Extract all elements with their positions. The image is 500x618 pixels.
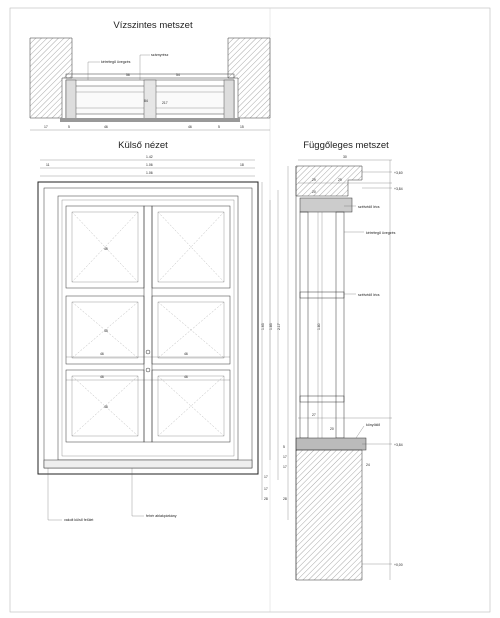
exterior-view-title: Külső nézet [118, 140, 168, 151]
e-callout-wall: vakolt külső felület [64, 518, 94, 522]
v-dim-inner-h: 1.80 [317, 323, 321, 330]
h-callout-glazing: kétrétegű üvegzés [101, 60, 131, 64]
vertical-section-title: Függőleges metszet [303, 140, 389, 151]
e-dim-side-l: 11 [46, 163, 50, 167]
e-pane-w-0: 46 [100, 352, 104, 356]
svg-text:15: 15 [240, 125, 244, 129]
h-bottom-dims [44, 125, 244, 129]
svg-text:46: 46 [104, 125, 108, 129]
sash-r3-right [152, 370, 230, 442]
svg-text:+3,84: +3,84 [394, 187, 403, 191]
e-pane-h-1: 45 [104, 329, 108, 333]
e-pane-h-0: 45 [104, 247, 108, 251]
window-sill [44, 460, 252, 468]
sill-plan [60, 118, 240, 122]
level-markers [362, 160, 403, 580]
inner-frame-section [300, 212, 308, 438]
v-side-2: 17 [283, 465, 287, 469]
svg-text:17: 17 [44, 125, 48, 129]
svg-text:1.83: 1.83 [269, 323, 273, 330]
h-dim-top-b: 54 [176, 73, 180, 77]
svg-text:+3,60: +3,60 [394, 171, 403, 175]
svg-text:17: 17 [264, 487, 268, 491]
center-mullion [144, 206, 152, 442]
v-callout-frame-1: szélvédő lécs [358, 205, 380, 209]
svg-text:1.63: 1.63 [261, 323, 265, 330]
head-frame [300, 198, 352, 212]
svg-text:17: 17 [264, 475, 268, 479]
handle-upper [146, 350, 150, 354]
vertical-section [283, 140, 403, 580]
horizontal-section [30, 20, 270, 130]
v-side-3: 28 [283, 497, 287, 501]
e-dim-side-r: 18 [240, 163, 244, 167]
h-dim-top-a: 56 [126, 73, 130, 77]
outer-frame-section [336, 212, 344, 438]
wall-opening-outline [38, 182, 258, 474]
wall-below [296, 450, 362, 580]
handle-lower [146, 368, 150, 372]
e-height-dims [261, 182, 281, 501]
svg-text:5: 5 [218, 125, 220, 129]
v-side-0: 5 [283, 445, 285, 449]
left-wall-section [30, 38, 72, 118]
sash-r1-right [152, 206, 230, 288]
window-sashes [66, 206, 230, 442]
e-callout-sill: fehér ablakpárkány [146, 514, 177, 518]
sill-section [296, 438, 366, 450]
svg-text:46: 46 [188, 125, 192, 129]
e-pane-h-2: 45 [104, 405, 108, 409]
e-pane-w-1: 46 [184, 352, 188, 356]
v-dim-bot-0: 27 [312, 413, 316, 417]
frame-outer [58, 196, 238, 460]
v-callout-frame-2: szélvédő lécs [358, 293, 380, 297]
v-callout-sill: könyöklő [366, 423, 381, 427]
v-dim-total-w: 30 [343, 155, 347, 159]
e-dim-inner-w2: 1.06 [146, 171, 153, 175]
svg-text:+3,84: +3,84 [394, 443, 403, 447]
v-dim-bot-1: 20 [330, 427, 334, 431]
h-dim-mid-b: 217 [162, 101, 168, 105]
h-callout-sash: szárnyrész [151, 53, 169, 57]
horizontal-section-title: Vízszintes metszet [113, 20, 193, 31]
svg-text:5: 5 [68, 125, 70, 129]
e-pane-w-2: 46 [100, 375, 104, 379]
e-pane-w-3: 46 [184, 375, 188, 379]
e-dim-inner-w1: 1.06 [146, 163, 153, 167]
svg-text:28: 28 [264, 497, 268, 501]
svg-text:+0,00: +0,00 [394, 563, 403, 567]
h-dim-mid-a: 84 [144, 99, 148, 103]
svg-text:2.17: 2.17 [277, 323, 281, 330]
right-wall-section [228, 38, 270, 118]
v-dim-bot-2: 24 [366, 463, 370, 467]
v-callout-glazing: kétrétegű üvegzés [366, 231, 396, 235]
right-jamb [224, 80, 234, 120]
e-dim-total-w: 1.42 [146, 155, 153, 159]
reveal-outline [44, 188, 252, 468]
exterior-view [38, 140, 281, 522]
v-side-1: 17 [283, 455, 287, 459]
lintel [296, 166, 362, 196]
left-jamb [66, 80, 76, 120]
